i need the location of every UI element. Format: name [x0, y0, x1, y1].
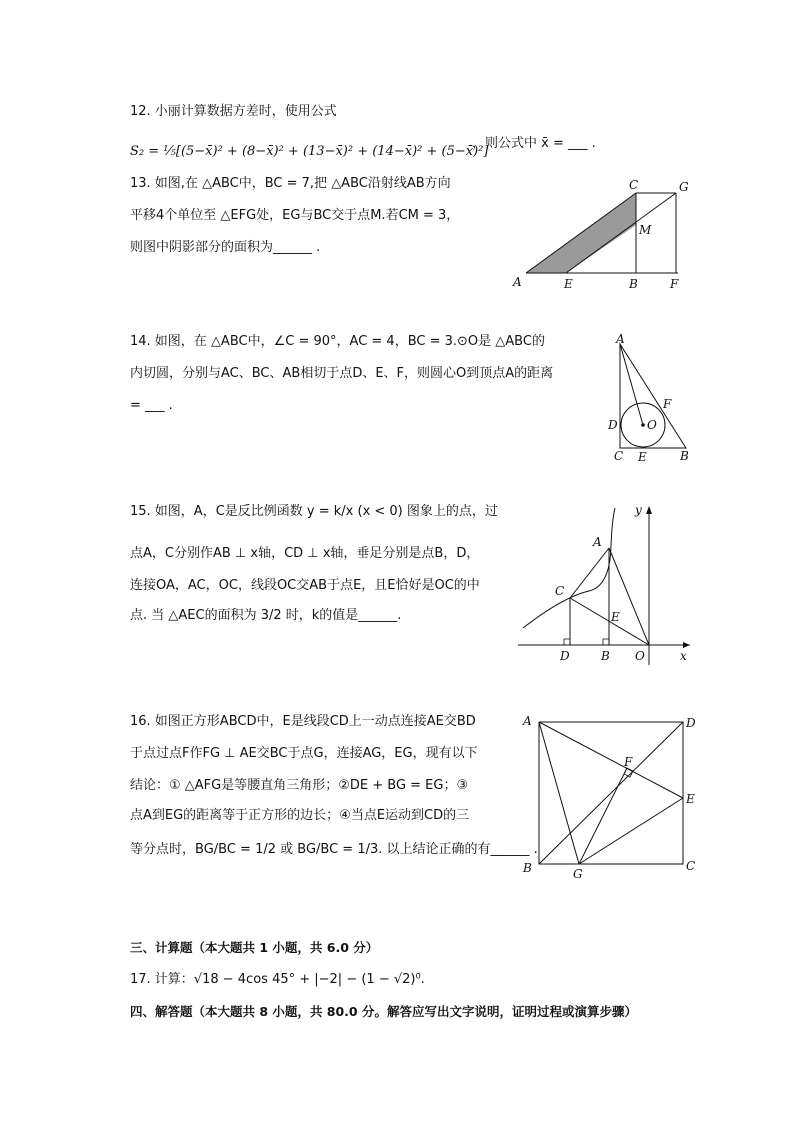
q13-line1: 13. 如图,在 △ABC中，BC = 7,把 △ABC沿射线AB方向	[130, 176, 451, 191]
q13-label-M: M	[639, 223, 652, 237]
q13-figure	[510, 178, 700, 293]
q16-label-G: G	[573, 867, 583, 881]
q13-label-G: G	[679, 180, 689, 194]
q15-figure	[515, 500, 700, 670]
q15-label-D: D	[560, 649, 570, 663]
q13-line3: 则图中阴影部分的面积为______ .	[130, 240, 321, 255]
q15-label-A: A	[593, 535, 602, 549]
q13-label-A: A	[513, 275, 522, 289]
q14-label-A: A	[616, 332, 625, 346]
q13-label-F: F	[670, 277, 679, 291]
q16-label-B: B	[523, 861, 532, 875]
q15-label-x: x	[680, 649, 687, 663]
q15-line2: 点A，C分别作AB ⊥ x轴，CD ⊥ x轴，垂足分别是点B，D，	[130, 546, 480, 561]
q15-label-B: B	[601, 649, 610, 663]
q15-label-C: C	[555, 584, 565, 598]
q12-formula: S₂ = ⅕[(5−x̄)² + (8−x̄)² + (13−x̄)² + (14−x̄)² + (5−x̄)²]	[130, 144, 489, 159]
q15-label-y: y	[635, 503, 642, 517]
q15-line3: 连接OA，AC，OC，线段OC交AB于点E，且E恰好是OC的中	[130, 578, 480, 593]
q14-label-B: B	[680, 449, 689, 463]
q13-label-B: B	[629, 277, 638, 291]
q15-label-O: O	[635, 649, 645, 663]
q16-line1: 16. 如图正方形ABCD中，E是线段CD上一动点连接AE交BD	[130, 714, 476, 729]
q14-label-O: O	[647, 418, 657, 432]
q16-line3: 结论：① △AFG是等腰直角三角形；②DE + BG = EG；③	[130, 778, 469, 793]
q14-label-E: E	[638, 450, 647, 464]
q13-label-C: C	[629, 178, 639, 192]
q16-label-C: C	[686, 859, 696, 873]
q16-line2: 于点过点F作FG ⊥ AE交BC于点G，连接AG，EG，现有以下	[130, 746, 478, 761]
q17-text: 17. 计算：√18 − 4cos 45° + |−2| − (1 − √2)⁰.	[130, 972, 425, 987]
q15-line1: 15. 如图，A，C是反比例函数 y = k/x (x < 0) 图象上的点，过	[130, 504, 498, 519]
q14-line2: 内切圆，分别与AC、BC、AB相切于点D、E、F，则圆心O到顶点A的距离	[130, 366, 554, 381]
section-4-heading: 四、解答题（本大题共 8 小题，共 80.0 分。解答应写出文字说明，证明过程或演算步骤）	[130, 1004, 637, 1019]
q14-label-F: F	[663, 397, 672, 411]
q14-label-C: C	[614, 449, 624, 463]
q16-line5: 等分点时，BG/BC = 1/2 或 BG/BC = 1/3. 以上结论正确的有______ .	[130, 842, 538, 857]
hyperbola-curve	[523, 508, 615, 628]
q16-figure	[520, 712, 700, 882]
q16-line4: 点A到EG的距离等于正方形的边长；④当点E运动到CD的三	[130, 808, 470, 823]
q14-line3: = ___ .	[130, 398, 173, 413]
q16-label-E: E	[686, 792, 695, 806]
q14-figure	[604, 334, 704, 464]
q12-tail: ，则公式中 x̄ = ___ .	[472, 136, 596, 151]
q14-label-D: D	[608, 418, 618, 432]
q12-line1: 12. 小丽计算数据方差时，使用公式	[130, 104, 337, 119]
q13-line2: 平移4个单位至 △EFG处，EG与BC交于点M.若CM = 3，	[130, 208, 460, 223]
q14-line1: 14. 如图，在 △ABC中，∠C = 90°，AC = 4，BC = 3.⊙O是 △ABC的	[130, 334, 545, 349]
q15-label-E: E	[611, 610, 620, 624]
q15-line4: 点. 当 △AEC的面积为 3/2 时，k的值是______.	[130, 608, 402, 623]
q16-label-F: F	[624, 755, 633, 769]
q16-label-A: A	[523, 714, 532, 728]
q13-label-E: E	[564, 277, 573, 291]
section-3-heading: 三、计算题（本大题共 1 小题，共 6.0 分）	[130, 940, 379, 955]
q16-label-D: D	[686, 716, 696, 730]
